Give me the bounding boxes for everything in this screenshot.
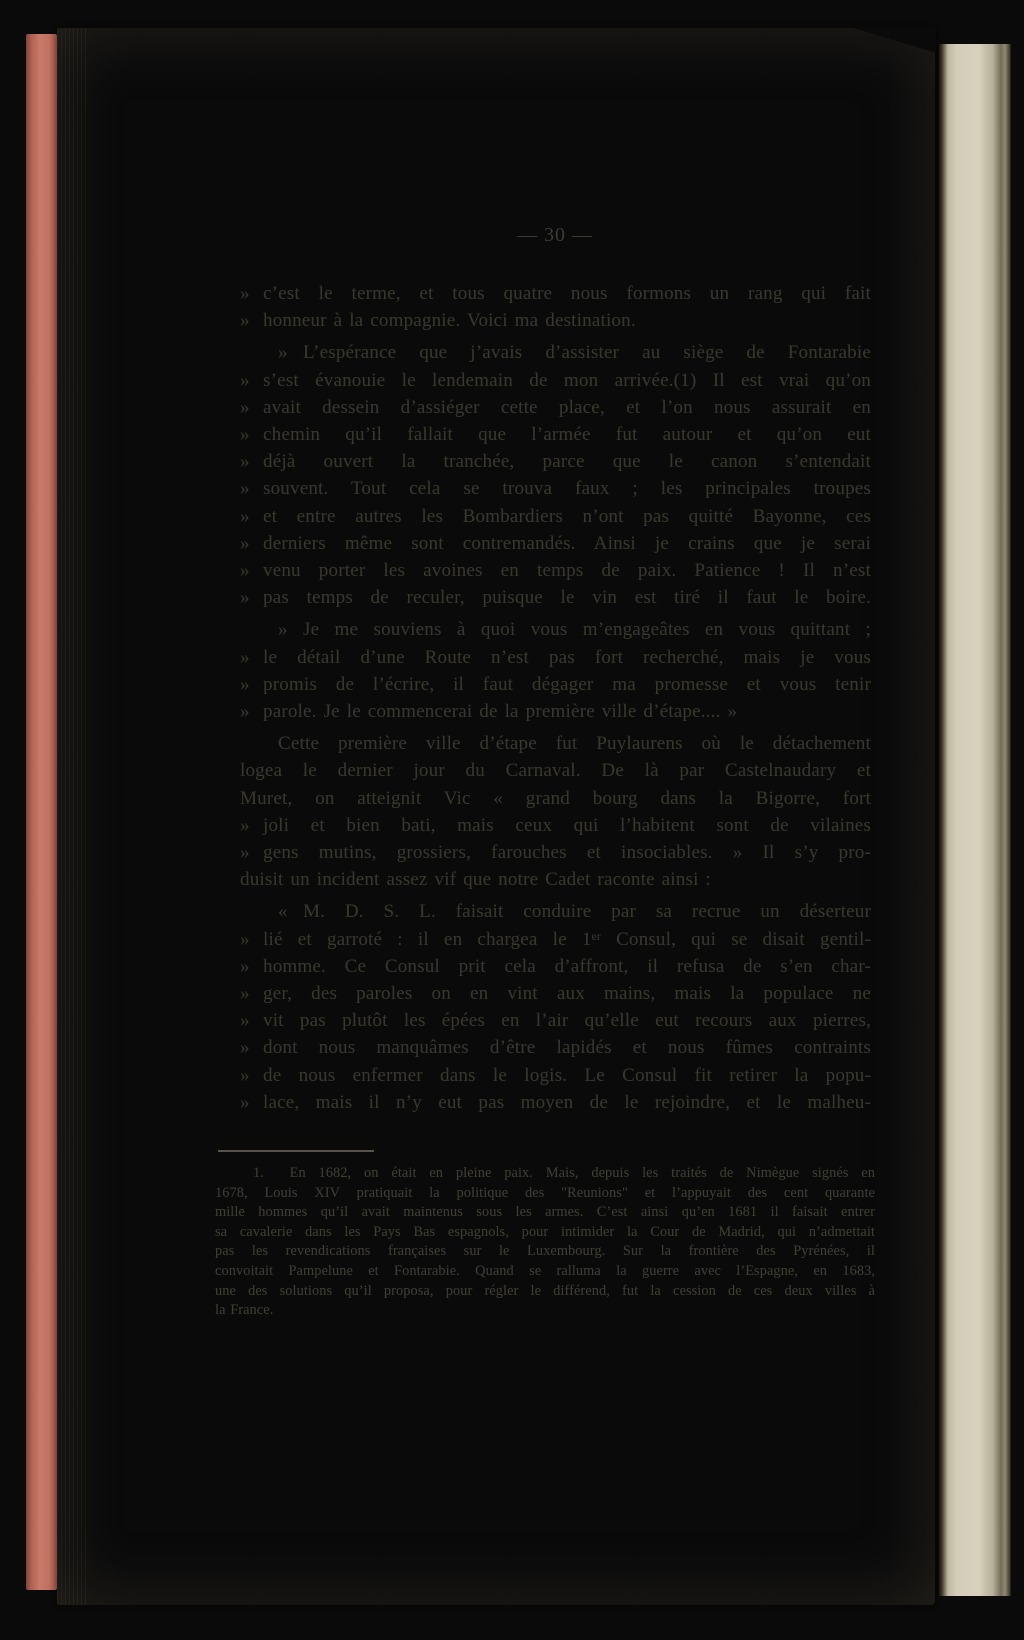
- body-line: [240, 1034, 871, 1061]
- body-line-text: Je me souviens à quoi vous m’engageâtes en vous quittant ;: [303, 619, 871, 641]
- body-line: [240, 394, 871, 421]
- guillemet-marker: »: [240, 396, 250, 418]
- guillemet-marker: »: [240, 424, 250, 446]
- guillemet-marker: «: [278, 901, 288, 923]
- footnote-line: [215, 1301, 875, 1321]
- body-line-text: venu porter les avoines en temps de paix. Patience ! Il n’est: [263, 560, 871, 582]
- footnote-line-text: sa cavalerie dans les Pays Bas espagnols, pour intimider la Cour de Madrid, qui n’admettait: [215, 1223, 875, 1240]
- guillemet-marker: »: [240, 1091, 250, 1113]
- guillemet-marker: »: [240, 646, 250, 668]
- guillemet-marker: »: [240, 701, 250, 723]
- body-line: [240, 1089, 871, 1116]
- body-line-text: pas temps de reculer, puisque le vin est tiré il faut le boire.: [263, 587, 871, 609]
- footnote-line-text: mille hommes qu’il avait maintenus sous les armes. C’est ainsi qu’en 1681 il faisait entrer: [215, 1204, 875, 1221]
- body-line: [240, 730, 871, 757]
- guillemet-marker: »: [240, 955, 250, 977]
- body-line: [240, 953, 871, 980]
- footnote: [215, 1164, 875, 1321]
- body-line-text: promis de l’écrire, il faut dégager ma promesse et vous tenir: [263, 673, 871, 695]
- book-page: [57, 28, 935, 1605]
- body-line-text: c’est le terme, et tous quatre nous formons un rang qui fait: [263, 283, 871, 304]
- next-page-edge: [939, 44, 1011, 1596]
- guillemet-marker: »: [240, 1037, 250, 1059]
- body-line: [240, 557, 871, 584]
- guillemet-marker: »: [240, 928, 250, 950]
- guillemet-marker: »: [240, 505, 250, 527]
- guillemet-marker: »: [278, 342, 288, 364]
- body-line: [240, 616, 871, 643]
- body-line-text: derniers même sont contremandés. Ainsi je crains que je serai: [263, 532, 871, 554]
- guillemet-marker: »: [240, 560, 250, 582]
- footnote-line-text: pas les revendications françaises sur le Luxembourg. Sur la frontière des Pyrénées, il: [215, 1243, 875, 1260]
- body-line: [240, 367, 871, 394]
- book-cover-edge: [26, 34, 57, 1590]
- body-line-text: Muret, on atteignit Vic « grand bourg dans la Bigorre, fort: [240, 787, 871, 809]
- footnote-line: [215, 1262, 875, 1282]
- footnote-line: [215, 1282, 875, 1302]
- footnote-line: [215, 1184, 875, 1204]
- footnote-line-text: 1. En 1682, on était en pleine paix. Mais, depuis les traités de Nimègue signés en: [253, 1165, 875, 1181]
- body-line-text: avait dessein d’assiéger cette place, et l’on nous assurait en: [263, 396, 871, 418]
- body-line-text: logea le dernier jour du Carnaval. De là par Castelnaudary et: [240, 760, 871, 782]
- footnote-line: [215, 1203, 875, 1223]
- body-line: [240, 1062, 871, 1089]
- body-line: [240, 421, 871, 448]
- footnote-line-text: une des solutions qu’il proposa, pour régler le différend, fut la cession de ces deux villes à: [215, 1282, 875, 1299]
- body-line-text: duisit un incident assez vif que notre Cadet raconte ainsi :: [240, 869, 711, 891]
- body-line-text: M. D. S. L. faisait conduire par sa recrue un déserteur: [303, 901, 871, 923]
- body-line: [240, 339, 871, 366]
- guillemet-marker: »: [240, 283, 250, 304]
- body-line: [240, 812, 871, 839]
- body-line-text: homme. Ce Consul prit cela d’affront, il refusa de s’en char-: [263, 955, 871, 977]
- body-line: [240, 503, 871, 530]
- guillemet-marker: »: [240, 478, 250, 500]
- body-line-text: parole. Je le commencerai de la première ville d’étape.... »: [263, 701, 738, 723]
- body-line-text: joli et bien bati, mais ceux qui l’habitent sont de vilaines: [263, 814, 871, 836]
- body-line-text: déjà ouvert la tranchée, parce que le canon s’entendait: [263, 451, 871, 473]
- body-line-text: le détail d’une Route n’est pas fort recherché, mais je vous: [263, 646, 871, 668]
- body-line: [240, 307, 871, 334]
- body-line: [240, 839, 871, 866]
- body-line: [240, 898, 871, 925]
- body-line: [240, 280, 871, 307]
- body-line: [240, 448, 871, 475]
- guillemet-marker: »: [240, 1010, 250, 1032]
- page-number: — 30 —: [517, 224, 593, 246]
- footnote-line: [215, 1242, 875, 1262]
- body-line-text: souvent. Tout cela se trouva faux ; les principales troupes: [263, 478, 871, 500]
- footnote-line-text: 1678, Louis XIV pratiquait la politique des "Reunions" et l’appuyait des cent quarante: [215, 1184, 875, 1201]
- body-line-text: lace, mais il n’y eut pas moyen de le rejoindre, et le malheu-: [263, 1091, 871, 1113]
- guillemet-marker: »: [240, 983, 250, 1005]
- guillemet-marker: »: [240, 310, 250, 332]
- body-line-text: lié et garroté : il en chargea le 1ᵉʳ Consul, qui se disait gentil-: [263, 928, 871, 950]
- footnote-line-text: convoitait Pampelune et Fontarabie. Quand se ralluma la guerre avec l’Espagne, en 1683,: [215, 1262, 875, 1279]
- guillemet-marker: »: [278, 619, 288, 641]
- body-line: [240, 926, 871, 953]
- body-line: [240, 980, 871, 1007]
- guillemet-marker: »: [240, 451, 250, 473]
- body-line: [240, 866, 871, 893]
- body-line: [240, 530, 871, 557]
- body-line-text: et entre autres les Bombardiers n’ont pas quitté Bayonne, ces: [263, 505, 871, 527]
- guillemet-marker: »: [240, 587, 250, 609]
- guillemet-marker: »: [240, 842, 250, 864]
- footnote-line: [215, 1223, 875, 1243]
- body-line: [240, 785, 871, 812]
- body-line-text: vit pas plutôt les épées en l’air qu’elle eut recours aux pierres,: [263, 1010, 871, 1032]
- body-line-text: chemin qu’il fallait que l’armée fut autour et qu’on eut: [263, 424, 871, 446]
- guillemet-marker: »: [240, 673, 250, 695]
- page-body: [240, 280, 871, 1116]
- body-line-text: L’espérance que j’avais d’assister au siège de Fontarabie: [303, 342, 871, 364]
- body-line-text: de nous enfermer dans le logis. Le Consul fit retirer la popu-: [263, 1064, 871, 1086]
- body-line-text: honneur à la compagnie. Voici ma destination.: [263, 310, 636, 332]
- footnote-line: [215, 1164, 875, 1184]
- guillemet-marker: »: [240, 814, 250, 836]
- body-line: [240, 475, 871, 502]
- body-line: [240, 671, 871, 698]
- body-line-text: dont nous manquâmes d’être lapidés et nous fûmes contraints: [263, 1037, 871, 1059]
- guillemet-marker: »: [240, 369, 250, 391]
- footnote-line-text: la France.: [215, 1302, 274, 1319]
- guillemet-marker: »: [240, 1064, 250, 1086]
- body-line: [240, 584, 871, 611]
- body-line: [240, 644, 871, 671]
- body-line-text: s’est évanouie le lendemain de mon arrivée.(1) Il est vrai qu’on: [263, 369, 871, 391]
- body-line-text: gens mutins, grossiers, farouches et insociables. » Il s’y pro-: [263, 842, 871, 864]
- body-line-text: ger, des paroles on en vint aux mains, mais la populace ne: [263, 983, 871, 1005]
- guillemet-marker: »: [240, 532, 250, 554]
- body-line: [240, 698, 871, 725]
- body-line-text: Cette première ville d’étape fut Puylaurens où le détachement: [278, 733, 871, 755]
- footnote-separator: [218, 1150, 374, 1152]
- body-line: [240, 1007, 871, 1034]
- page-stack-edges: [57, 28, 87, 1605]
- body-line: [240, 757, 871, 784]
